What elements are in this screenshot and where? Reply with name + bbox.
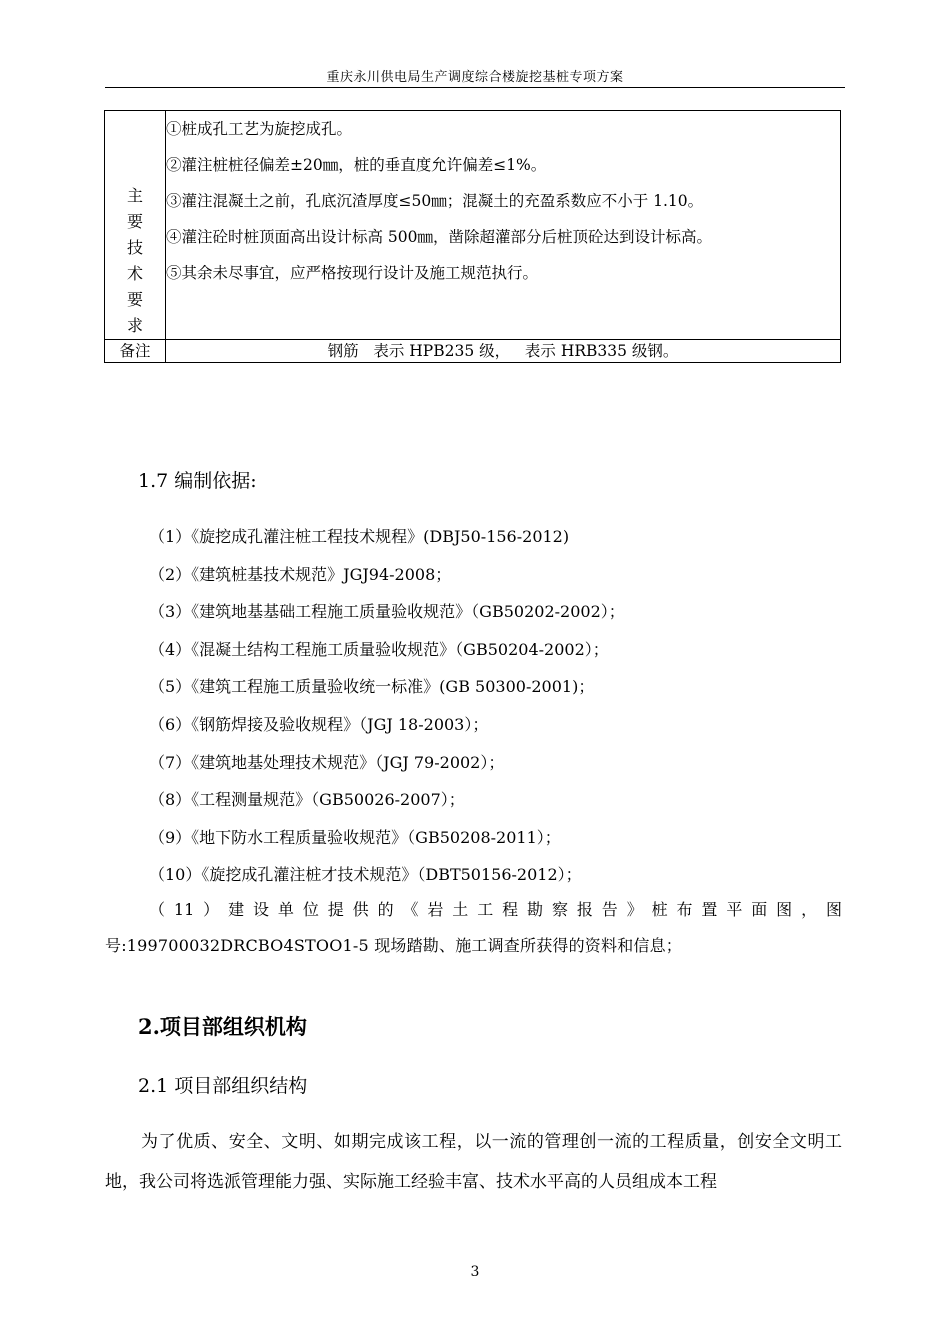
requirement-item: ⑤其余未尽事宜，应严格按现行设计及施工规范执行。 [166, 264, 539, 282]
page-number: 3 [470, 1264, 480, 1280]
reference-11-line-2: 号:199700032DRCBO4STOO1-5 现场踏勘、施工调查所获得的资料和信息； [105, 936, 682, 955]
requirement-item: ④灌注砼时桩顶面高出设计标高 500㎜，凿除超灌部分后桩顶砼达到设计标高。 [166, 228, 713, 246]
reference-11-line-1: （11）建设单位提供的《岩土工程勘察报告》桩布置平面图，图 [149, 900, 842, 919]
section-2-heading: 2.项目部组织机构 [138, 1014, 307, 1039]
requirement-item: ①桩成孔工艺为旋挖成孔。 [166, 120, 353, 138]
note-label-cell: 备注 [105, 340, 166, 363]
reference-item-11 [105, 892, 842, 964]
header-rule [105, 87, 845, 88]
section-2-1-paragraph: 为了优质、安全、文明、如期完成该工程，以一流的管理创一流的工程质量，创安全文明工地，我公司将选派管理能力强、实际施工经验丰富、技术水平高的人员组成本工程 [105, 1132, 842, 1192]
section-2-1-heading: 2.1 项目部组织结构 [138, 1075, 308, 1097]
reference-list [149, 525, 625, 901]
reference-item: （1）《旋挖成孔灌注桩工程技术规程》(DBJ50-156-2012) [149, 527, 570, 546]
reference-item: （7）《建筑地基处理技术规范》（JGJ 79-2002）； [149, 752, 505, 772]
reference-item: （5）《建筑工程施工质量验收统一标准》(GB 50300-2001)； [149, 677, 595, 697]
side-label-char: 要 [126, 212, 143, 231]
requirement-item: ②灌注桩桩径偏差±20㎜，桩的垂直度允许偏差≤1%。 [166, 156, 547, 174]
side-label-char: 求 [126, 316, 143, 335]
reference-item: （2）《建筑桩基技术规范》JGJ94-2008； [149, 564, 452, 584]
side-label-char: 技 [126, 238, 143, 257]
main-technical-requirements-label-cell [105, 111, 166, 340]
page-header-title: 重庆永川供电局生产调度综合楼旋挖基桩专项方案 [326, 70, 624, 85]
reference-item: （10）《旋挖成孔灌注桩才技术规范》（DBT50156-2012）； [149, 865, 582, 885]
reference-item: （8）《工程测量规范》（GB50026-2007）； [149, 790, 465, 810]
reference-item: （9）《地下防水工程质量验收规范》（GB50208-2011）； [149, 827, 561, 847]
side-label-char: 术 [126, 264, 143, 283]
note-text-cell [166, 340, 841, 363]
reference-item: （6）《钢筋焊接及验收规程》（JGJ 18-2003）； [149, 714, 489, 734]
technical-requirements-table [104, 110, 841, 363]
reference-item: （3）《建筑地基基础工程施工质量验收规范》（GB50202-2002）； [149, 602, 625, 622]
requirement-item: ③灌注混凝土之前，孔底沉渣厚度≤50㎜；混凝土的充盈系数应不小于 1.10。 [166, 192, 704, 210]
section-1-7-heading: 1.7 编制依据: [138, 470, 257, 492]
side-label-char: 要 [126, 290, 143, 309]
side-label-char: 主 [126, 186, 143, 205]
note-text: 钢筋 表示 HPB235 级， 表示 HRB335 级钢。 [327, 342, 679, 360]
reference-item: （4）《混凝土结构工程施工质量验收规范》（GB50204-2002）； [149, 639, 609, 659]
requirements-content-cell [166, 111, 841, 340]
